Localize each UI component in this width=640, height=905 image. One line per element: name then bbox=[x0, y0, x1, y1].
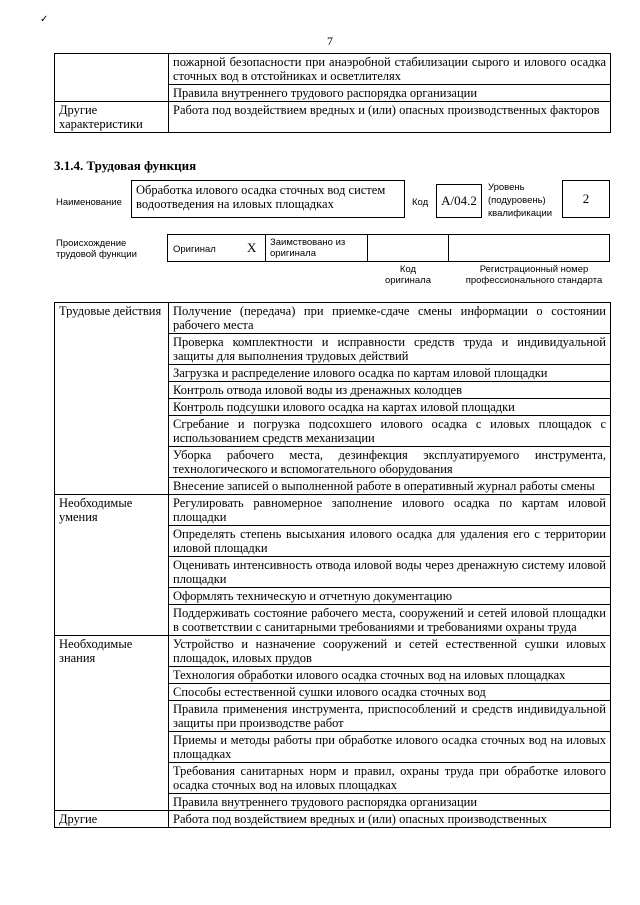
code-label: Код bbox=[412, 197, 429, 208]
row-label: Необходимые знания bbox=[55, 636, 169, 811]
row-item: Поддерживать состояние рабочего места, сооружений и сетей иловой площадки в соответствии с санитарными требованиями и требованиями охраны труда bbox=[169, 605, 611, 636]
row-item: Работа под воздействием вредных и (или) опасных производственных факторов bbox=[169, 102, 611, 133]
row-item: Контроль отвода иловой воды из дренажных колодцев bbox=[169, 382, 611, 399]
row-item: Оценивать интенсивность отвода иловой воды через дренажную систему иловой площадки bbox=[169, 557, 611, 588]
row-label: Другие bbox=[55, 811, 169, 828]
row-item: Внесение записей о выполненной работе в оперативный журнал работы смены bbox=[169, 478, 611, 495]
code-original-caption: Код оригинала bbox=[384, 264, 431, 286]
row-label: Другие характеристики bbox=[55, 102, 169, 133]
code-value: А/04.2 bbox=[436, 184, 482, 218]
section-heading: 3.1.4. Трудовая функция bbox=[54, 158, 197, 173]
name-label: Наименование bbox=[56, 197, 122, 208]
origin-divider-2 bbox=[367, 234, 368, 262]
row-item: Определять степень высыхания илового осадка для удаления его с территории иловой площадки bbox=[169, 526, 611, 557]
corner-mark: ✓ bbox=[40, 14, 49, 25]
row-item: Загрузка и распределение илового осадка по картам иловой площадки bbox=[169, 365, 611, 382]
table-row bbox=[55, 495, 611, 526]
row-item: Требования санитарных норм и правил, охраны труда при обработке илового осадка сточных вод на иловых площадках bbox=[169, 763, 611, 794]
row-item: Работа под воздействием вредных и (или) опасных производственных bbox=[169, 811, 611, 828]
row-item: Сгребание и погрузка подсохшего илового осадка с иловых площадок с использованием средств механизации bbox=[169, 416, 611, 447]
row-label bbox=[55, 54, 169, 102]
row-item: Контроль подсушки илового осадка на картах иловой площадки bbox=[169, 399, 611, 416]
row-item: Правила внутреннего трудового распорядка организации bbox=[169, 794, 611, 811]
main-table bbox=[54, 302, 611, 828]
name-value: Обработка илового осадка сточных вод систем водоотведения на иловых площадках bbox=[131, 180, 405, 218]
table-row bbox=[55, 102, 611, 133]
row-item: Правила внутреннего трудового распорядка организации bbox=[169, 85, 611, 102]
row-item: Проверка комплектности и исправности средств труда и индивидуальной защиты для выполнения трудовых действий bbox=[169, 334, 611, 365]
row-label: Необходимые умения bbox=[55, 495, 169, 636]
level-value: 2 bbox=[562, 180, 610, 218]
row-item: Технология обработки илового осадка сточных вод на иловых площадках bbox=[169, 667, 611, 684]
row-item: Приемы и методы работы при обработке илового осадка сточных вод на иловых площадках bbox=[169, 732, 611, 763]
row-item: Уборка рабочего места, дезинфекция эксплуатируемого инструмента, технологического и вспомогательного оборудования bbox=[169, 447, 611, 478]
row-item: Получение (передача) при приемке-сдаче смены информации о состоянии рабочего места bbox=[169, 303, 611, 334]
table-row bbox=[55, 303, 611, 334]
row-label: Трудовые действия bbox=[55, 303, 169, 495]
reg-number-caption: Регистрационный номер профессионального стандарта bbox=[465, 264, 603, 286]
original-check-mark: X bbox=[247, 240, 257, 255]
table-row bbox=[55, 636, 611, 667]
row-item: Правила применения инструмента, приспособлений и средств индивидуальной защиты при производстве работ bbox=[169, 701, 611, 732]
origin-label: Происхождение трудовой функции bbox=[56, 238, 137, 260]
row-item: пожарной безопасности при анаэробной стабилизации сырого и илового осадка сточных вод в отстойниках и осветлителях bbox=[169, 54, 611, 85]
level-label: Уровень (подуровень) квалификации bbox=[488, 182, 553, 219]
row-item: Регулировать равномерное заполнение илового осадка по картам иловой площадки bbox=[169, 495, 611, 526]
borrowed-label: Заимствовано из оригинала bbox=[270, 237, 346, 259]
row-item: Устройство и назначение сооружений и сетей естественной сушки иловых площадок, иловых прудов bbox=[169, 636, 611, 667]
origin-divider-1 bbox=[265, 234, 266, 262]
table-row bbox=[55, 811, 611, 828]
origin-divider-3 bbox=[448, 234, 449, 262]
row-item: Способы естественной сушки илового осадка сточных вод bbox=[169, 684, 611, 701]
original-label: Оригинал bbox=[173, 244, 216, 255]
table-row bbox=[55, 54, 611, 85]
row-item: Оформлять техническую и отчетную документацию bbox=[169, 588, 611, 605]
origin-box bbox=[167, 234, 610, 262]
top-table bbox=[54, 53, 611, 133]
page-number: 7 bbox=[327, 34, 333, 48]
